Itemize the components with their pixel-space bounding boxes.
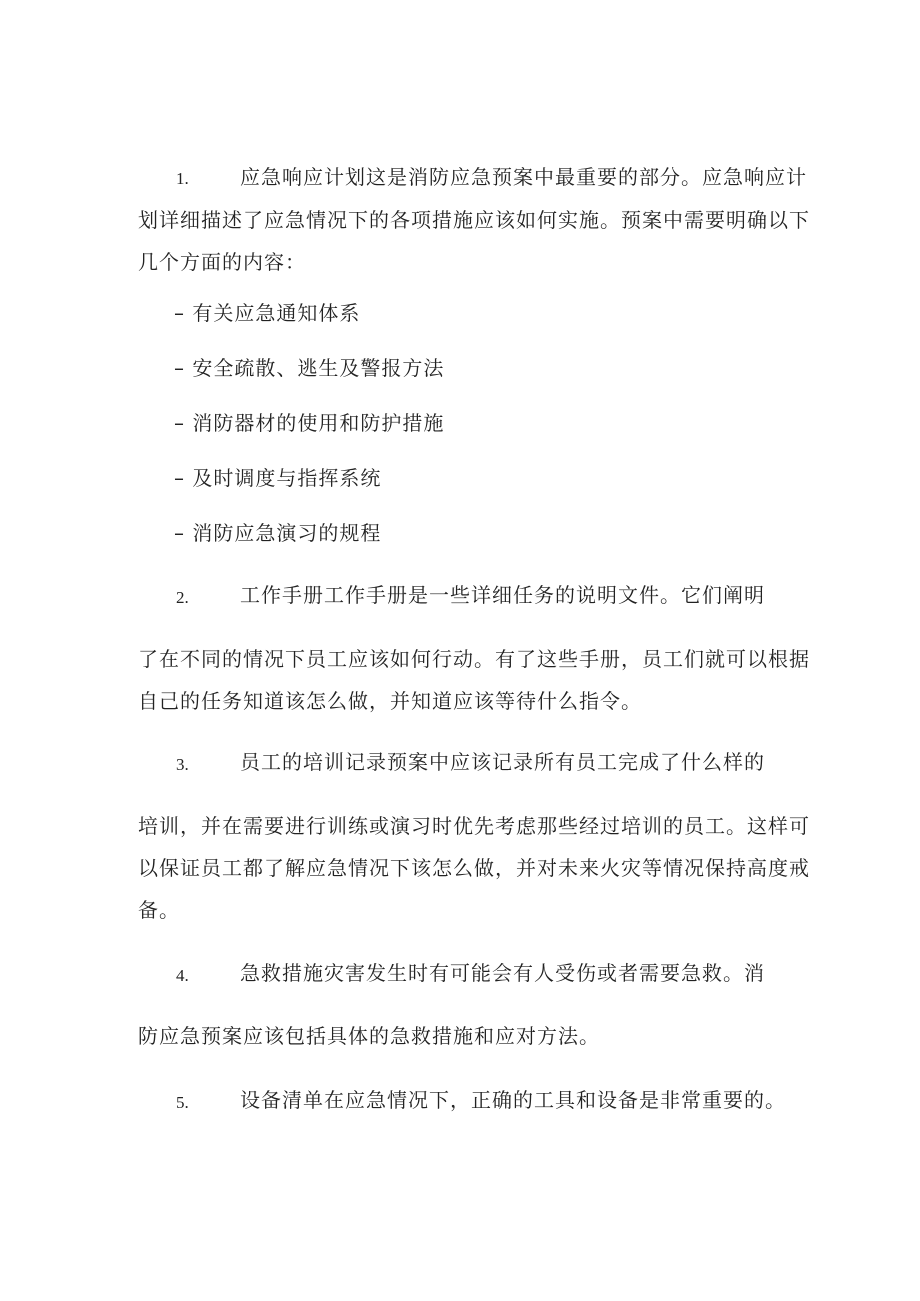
item-3-line-3: 以保证员工都了解应急情况下该怎么做，并对未来火灾等情况保持高度戒 [138,856,810,880]
item-1-line-2: 划详细描述了应急情况下的各项措施应该如何实施。预案中需要明确以下 [138,208,810,232]
bullet-item: – 消防器材的使用和防护措施 [174,411,445,435]
item-3-line-2: 培训，并在需要进行训练或演习时优先考虑那些经过培训的员工。这样可 [138,814,810,838]
item-1-number: 1. [176,169,189,188]
item-4-number: 4. [176,966,189,985]
item-2-first-line: 工作手册工作手册是一些详细任务的说明文件。它们阐明 [240,583,765,607]
bullet-item: – 有关应急通知体系 [174,301,361,325]
bullet-item: – 消防应急演习的规程 [174,521,382,545]
item-3-number: 3. [176,755,189,774]
item-4-line-2: 防应急预案应该包括具体的急救措施和应对方法。 [138,1024,600,1048]
item-2-line-2: 了在不同的情况下员工应该如何行动。有了这些手册，员工们就可以根据 [138,647,810,671]
item-4-first-line: 急救措施灾害发生时有可能会有人受伤或者需要急救。消 [240,961,765,985]
bullet-item: – 安全疏散、逃生及警报方法 [174,356,445,380]
item-1-line-3: 几个方面的内容： [138,250,306,274]
item-1-first-line: 应急响应计划这是消防应急预案中最重要的部分。应急响应计 [240,165,807,189]
item-2-number: 2. [176,588,189,607]
item-2-line-3: 自己的任务知道该怎么做，并知道应该等待什么指令。 [138,689,642,713]
item-5-first-line: 设备清单在应急情况下，正确的工具和设备是非常重要的。 [240,1088,786,1112]
item-3-first-line: 员工的培训记录预案中应该记录所有员工完成了什么样的 [240,750,765,774]
item-3-line-4: 备。 [138,898,180,922]
bullet-item: – 及时调度与指挥系统 [174,466,382,490]
item-5-number: 5. [176,1093,189,1112]
